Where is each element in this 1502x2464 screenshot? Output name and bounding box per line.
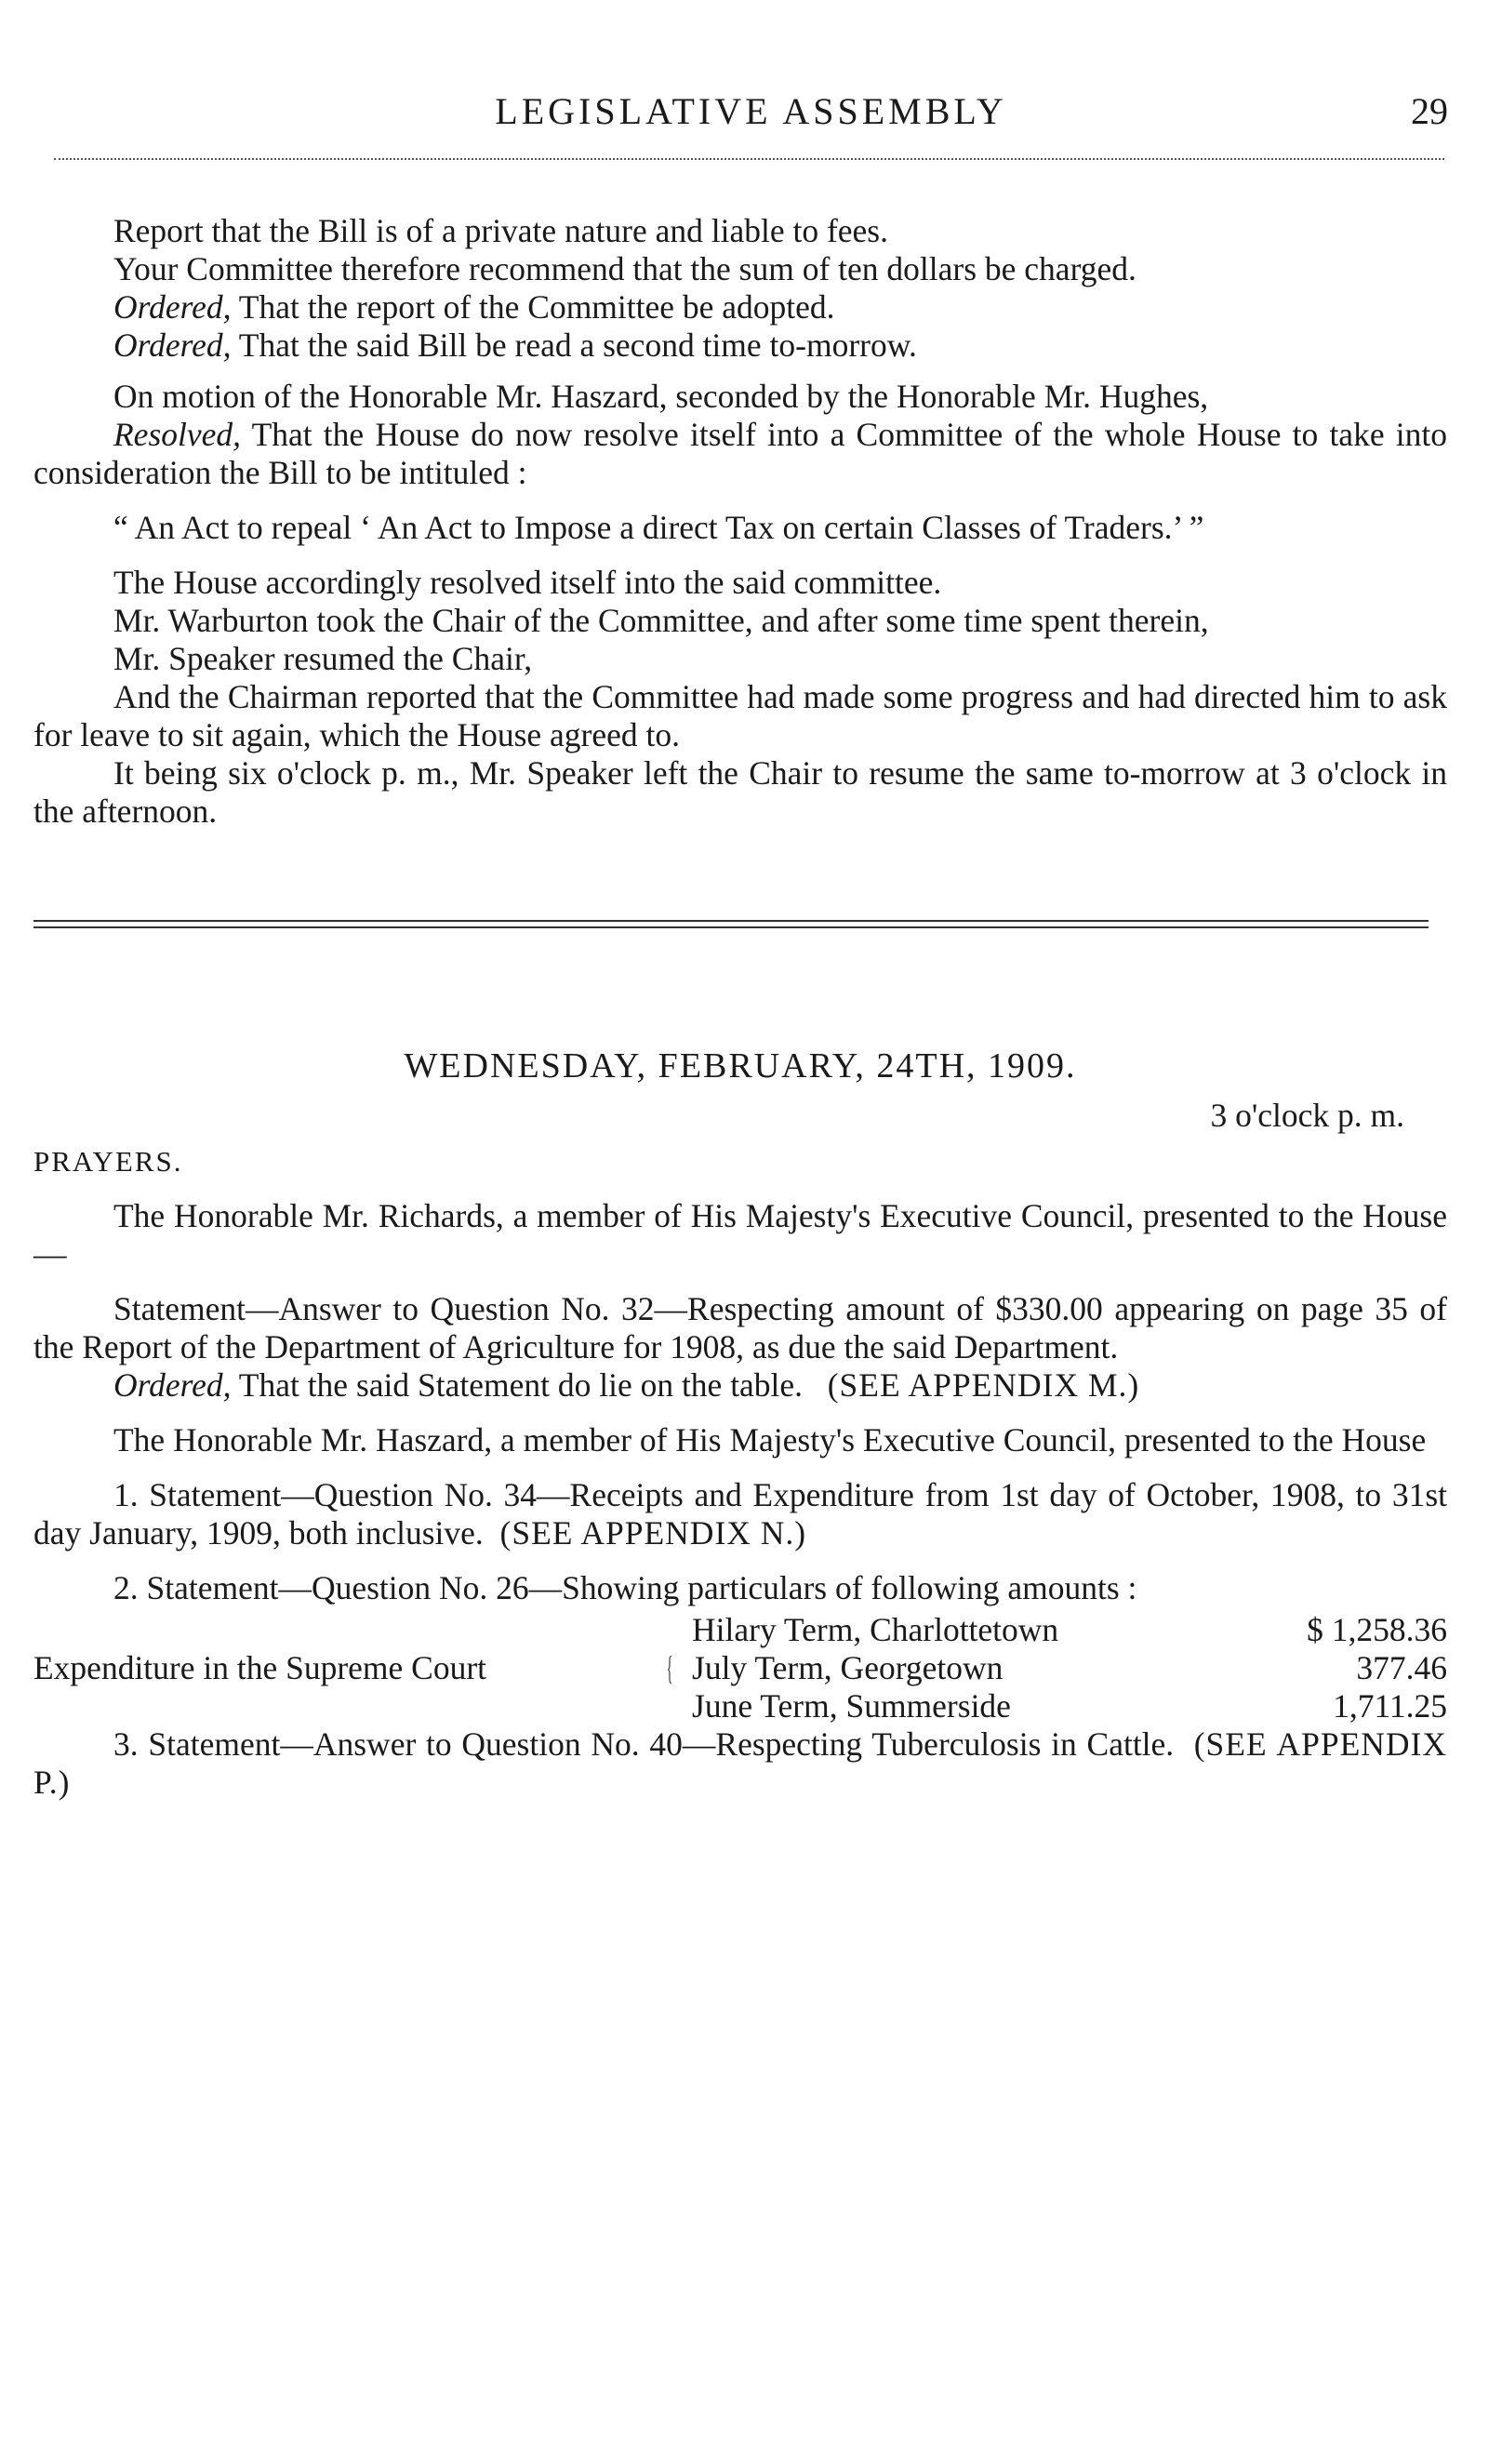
paragraph bbox=[33, 1366, 1447, 1405]
statement-text: 3. Statement—Answer to Question No. 40—Respecting Tuberculosis in Cattle. bbox=[113, 1725, 1175, 1763]
divider-line bbox=[33, 920, 1429, 922]
paragraph: Mr. Speaker resumed the Chair, bbox=[113, 640, 533, 677]
term-amount: $ 1,258.36 bbox=[1307, 1611, 1447, 1648]
date-heading: WEDNESDAY, FEBRUARY, 24TH, 1909. bbox=[404, 1046, 1077, 1085]
running-title: LEGISLATIVE ASSEMBLY bbox=[495, 90, 1007, 132]
statement-item bbox=[33, 1476, 1447, 1552]
appendix-reference: (SEE APPENDIX N.) bbox=[499, 1514, 807, 1552]
paragraph: The Honorable Mr. Richards, a member of His Majesty's Executive Council, presented to the House— bbox=[33, 1197, 1447, 1272]
expenditure-label: Expenditure in the Supreme Court bbox=[33, 1649, 487, 1686]
italic-keyword: Ordered, bbox=[113, 326, 232, 364]
paragraph: It being six o'clock p. m., Mr. Speaker left the Chair to resume the same to-morrow at 3 o'clock in the afternoon. bbox=[33, 754, 1447, 830]
italic-keyword: Ordered, bbox=[113, 1366, 232, 1404]
table-row bbox=[33, 1611, 1447, 1649]
italic-keyword: Ordered, bbox=[113, 288, 232, 326]
term-name: July Term, Georgetown bbox=[692, 1649, 1004, 1686]
prayers-heading: PRAYERS. bbox=[33, 1145, 183, 1178]
paragraph: Mr. Warburton took the Chair of the Committee, and after some time spent therein, bbox=[113, 602, 1209, 639]
paragraph bbox=[33, 288, 1447, 326]
brace-icon: { bbox=[666, 1649, 673, 1686]
term-name: Hilary Term, Charlottetown bbox=[692, 1611, 1059, 1648]
divider-line bbox=[33, 926, 1429, 928]
statement-item bbox=[33, 1725, 1447, 1802]
paragraph-text: That the report of the Committee be adopted. bbox=[231, 288, 835, 326]
sitting-time: 3 o'clock p. m. bbox=[1210, 1097, 1404, 1134]
paragraph-text: That the House do now resolve itself into a Committee of the whole House to take into consideration the Bill to be intituled : bbox=[33, 416, 1447, 491]
paragraph bbox=[33, 416, 1447, 492]
term-amount: 1,711.25 bbox=[1333, 1687, 1447, 1725]
term-name: June Term, Summerside bbox=[692, 1687, 1011, 1725]
appendix-reference: (SEE APPENDIX M.) bbox=[827, 1366, 1140, 1404]
statement-item: 2. Statement—Question No. 26—Showing particulars of following amounts : bbox=[113, 1569, 1137, 1606]
paragraph: The House accordingly resolved itself into the said committee. bbox=[113, 564, 942, 601]
paragraph: Report that the Bill is of a private nature and liable to fees. bbox=[113, 212, 889, 249]
paragraph: On motion of the Honorable Mr. Haszard, seconded by the Honorable Mr. Hughes, bbox=[113, 378, 1209, 415]
header-rule bbox=[54, 158, 1444, 160]
term-amount: 377.46 bbox=[1356, 1649, 1447, 1686]
paragraph: The Honorable Mr. Haszard, a member of His Majesty's Executive Council, presented to the House bbox=[113, 1421, 1427, 1458]
paragraph: Your Committee therefore recommend that the sum of ten dollars be charged. bbox=[113, 250, 1136, 287]
paragraph-text: That the said Bill be read a second time to-morrow. bbox=[231, 326, 917, 364]
expenditure-table bbox=[33, 1611, 1447, 1725]
section-divider bbox=[33, 920, 1447, 928]
appendix-reference: (SEE APPENDIX P.) bbox=[33, 1725, 1448, 1801]
paragraph-text: That the said Statement do lie on the table. bbox=[231, 1366, 804, 1404]
paragraph bbox=[33, 326, 1447, 365]
italic-keyword: Resolved, bbox=[113, 416, 242, 453]
page-number: 29 bbox=[1411, 90, 1448, 132]
paragraph: And the Chairman reported that the Committee had made some progress and had directed him to ask for leave to sit again, which the House agreed to. bbox=[33, 678, 1447, 753]
statement-text: 1. Statement—Question No. 34—Receipts and Expenditure from 1st day of October, 1908, to 31st day January, 1909, both inclusive. bbox=[33, 1476, 1447, 1552]
page-body bbox=[33, 212, 1447, 1802]
page-header bbox=[0, 84, 1502, 140]
bill-title: “ An Act to repeal ‘ An Act to Impose a direct Tax on certain Classes of Traders.’ ” bbox=[113, 509, 1204, 546]
paragraph: Statement—Answer to Question No. 32—Respecting amount of $330.00 appearing on page 35 of the Report of the Department of Agriculture for 1908, as due the said Department. bbox=[33, 1290, 1447, 1365]
